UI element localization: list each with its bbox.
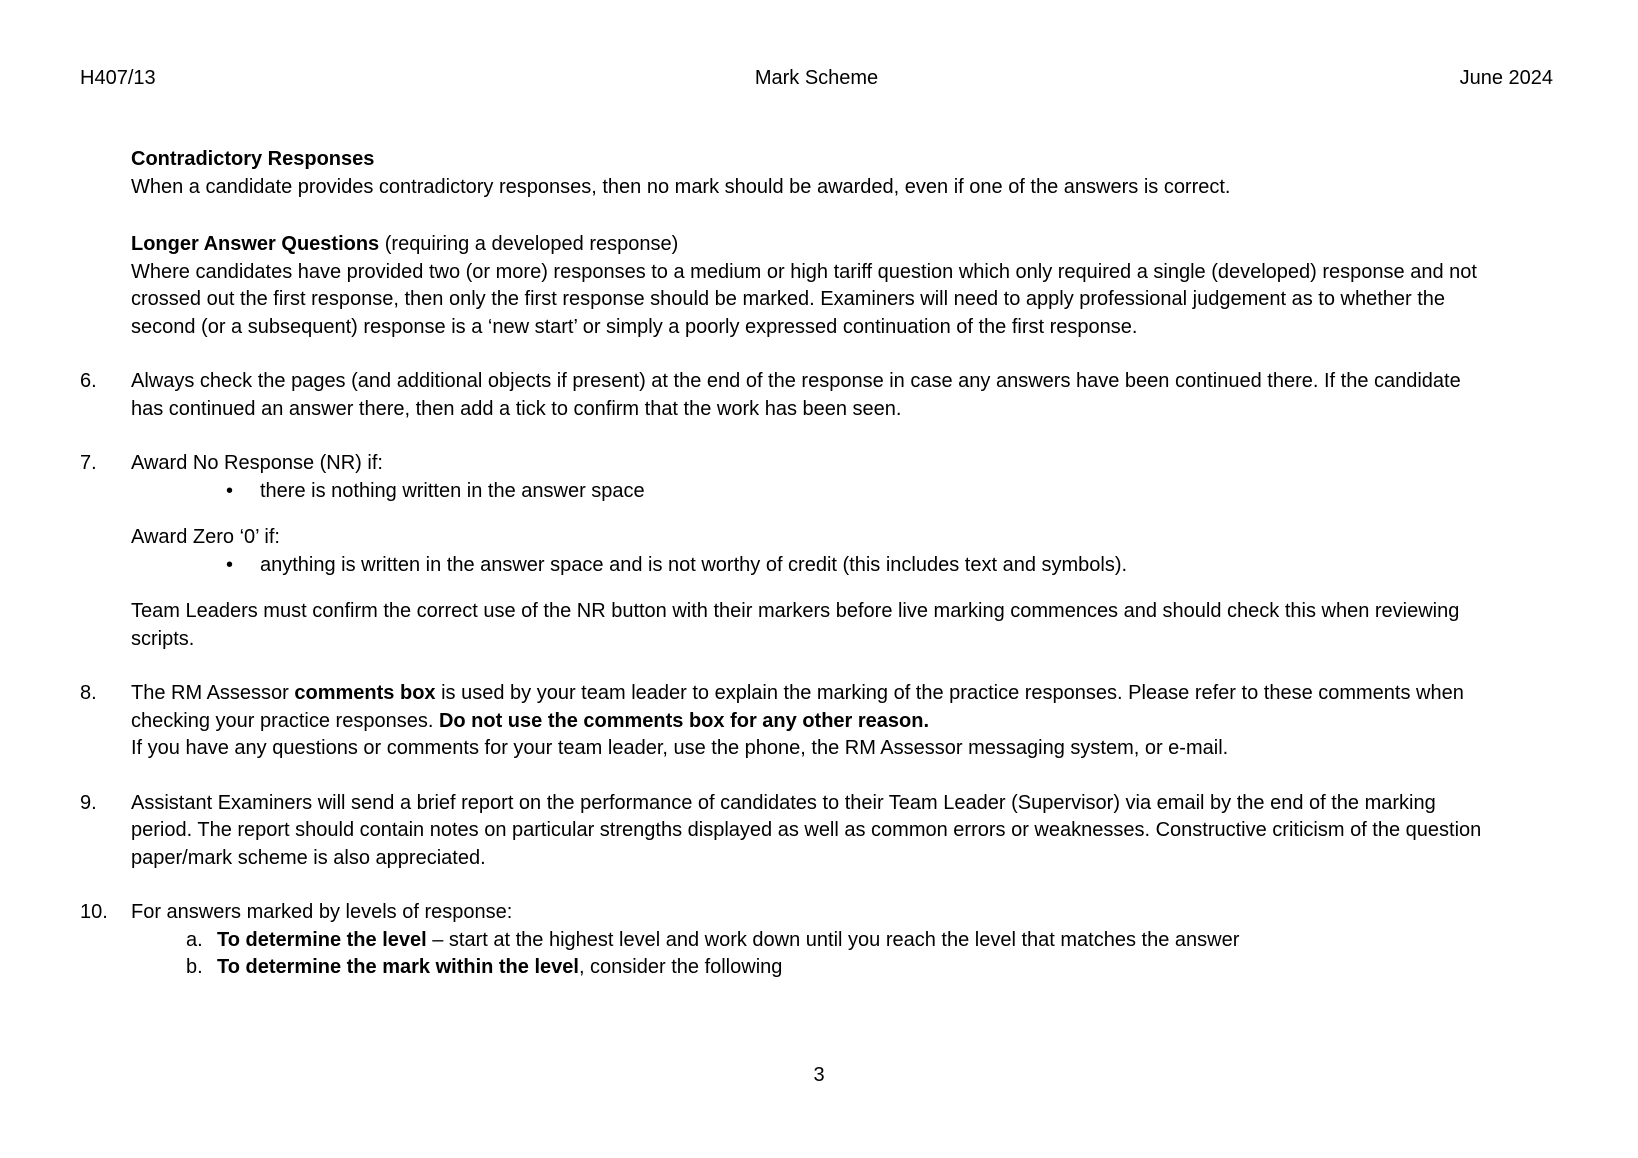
paragraph: [131, 259, 1490, 342]
item-text: [131, 231, 1490, 259]
section-heading: [131, 231, 1490, 259]
lettered-item: [186, 954, 1490, 982]
header-session: June 2024: [1459, 67, 1553, 89]
bullet-item: [226, 552, 1490, 580]
lettered-item: [186, 927, 1490, 955]
text-run: Assistant Examiners will send a brief report on the performance of candidates to their Team Leader (Supervisor) via email by the end of the marking period. The report should contain notes on particular strengths displayed as well as common errors or weaknesses. Constructive criticism of the question paper/mark scheme is also appreciated.: [131, 791, 1482, 869]
bullet-icon: •: [226, 479, 234, 502]
text-run: Longer Answer Questions: [131, 233, 380, 255]
text-run: Team Leaders must confirm the correct use of the NR button with their markers before live marking commences and should check this when reviewing scripts.: [131, 600, 1460, 650]
section-heading: [131, 146, 1490, 174]
item-number: 8.: [80, 682, 97, 704]
item-text: [131, 259, 1490, 342]
paragraph: [131, 174, 1490, 202]
document-body: [80, 146, 1553, 982]
paragraph: [131, 735, 1490, 763]
text-run: Do not use the comments box for any other reason.: [438, 709, 930, 732]
text-run: When a candidate provides contradictory responses, then no mark should be awarded, even if one of the answers is correct.: [131, 175, 1231, 198]
item-number: b.: [186, 956, 203, 978]
bullet-item: [226, 478, 1490, 506]
item-text: [131, 146, 1490, 174]
item-number: 6.: [80, 370, 97, 392]
text-run: Where candidates have provided two (or more) responses to a medium or high tariff question which only required a single (developed) response and not crossed out the first response, then only the first response should be marked. Examiners will need to apply professional judgement as to whether the second (or a subsequent) response is a ‘new start’ or simply a poorly expressed continuation of the first response.: [131, 260, 1477, 338]
numbered-item: [80, 680, 1490, 735]
item-text: [131, 735, 1490, 763]
item-text: [217, 927, 1490, 955]
item-text: [131, 174, 1490, 202]
text-run: If you have any questions or comments for your team leader, use the phone, the RM Assessor messaging system, or e-mail.: [131, 737, 1229, 759]
item-text: [131, 524, 1490, 552]
header-paper-code: H407/13: [80, 67, 156, 89]
item-number: 9.: [80, 791, 97, 814]
page-number: 3: [813, 1064, 825, 1086]
text-run: anything is written in the answer space and is not worthy of credit (this includes text and symbols).: [260, 553, 1128, 576]
item-number: 7.: [80, 452, 97, 474]
text-run: – start at the highest level and work down until you reach the level that matches the answer: [426, 928, 1240, 951]
text-run: Award No Response (NR) if:: [131, 452, 383, 474]
item-number: a.: [186, 928, 203, 951]
item-text: [260, 478, 1490, 506]
item-text: [131, 899, 1490, 927]
item-number: 10.: [80, 901, 108, 923]
numbered-item: [80, 790, 1490, 873]
text-run: The RM Assessor: [131, 682, 295, 704]
paragraph: [131, 524, 1490, 552]
text-run: Award Zero ‘0’ if:: [131, 526, 280, 548]
text-run: (requiring a developed response): [379, 233, 679, 255]
numbered-item: [80, 450, 1490, 478]
item-text: [131, 368, 1490, 423]
header-title: Mark Scheme: [754, 67, 879, 89]
text-run: comments box: [294, 682, 436, 704]
item-text: [260, 552, 1490, 580]
text-run: Contradictory Responses: [131, 148, 375, 170]
text-run: Always check the pages (and additional objects if present) at the end of the response in case any answers have been continued there. If the candidate has continued an answer there, then add a tick to confirm that the work has been seen.: [131, 370, 1461, 420]
numbered-item: [80, 368, 1490, 423]
page-footer: [0, 1062, 1638, 1089]
text-run: To determine the mark within the level: [217, 956, 579, 978]
text-run: there is nothing written in the answer space: [260, 479, 645, 502]
text-run: To determine the level: [217, 928, 427, 951]
paragraph: [131, 598, 1490, 653]
bullet-icon: •: [226, 553, 234, 576]
item-text: [131, 450, 1490, 478]
page-header: [80, 66, 1553, 90]
item-text: [217, 954, 1490, 982]
text-run: is used by your team leader to explain the marking of the practice responses. Please refer to these comments when checking your practice responses.: [131, 682, 1464, 732]
item-text: [131, 790, 1490, 873]
item-text: [131, 598, 1490, 653]
item-text: [131, 680, 1490, 735]
text-run: For answers marked by levels of response:: [131, 901, 513, 923]
text-run: , consider the following: [578, 956, 783, 978]
numbered-item: [80, 899, 1490, 927]
